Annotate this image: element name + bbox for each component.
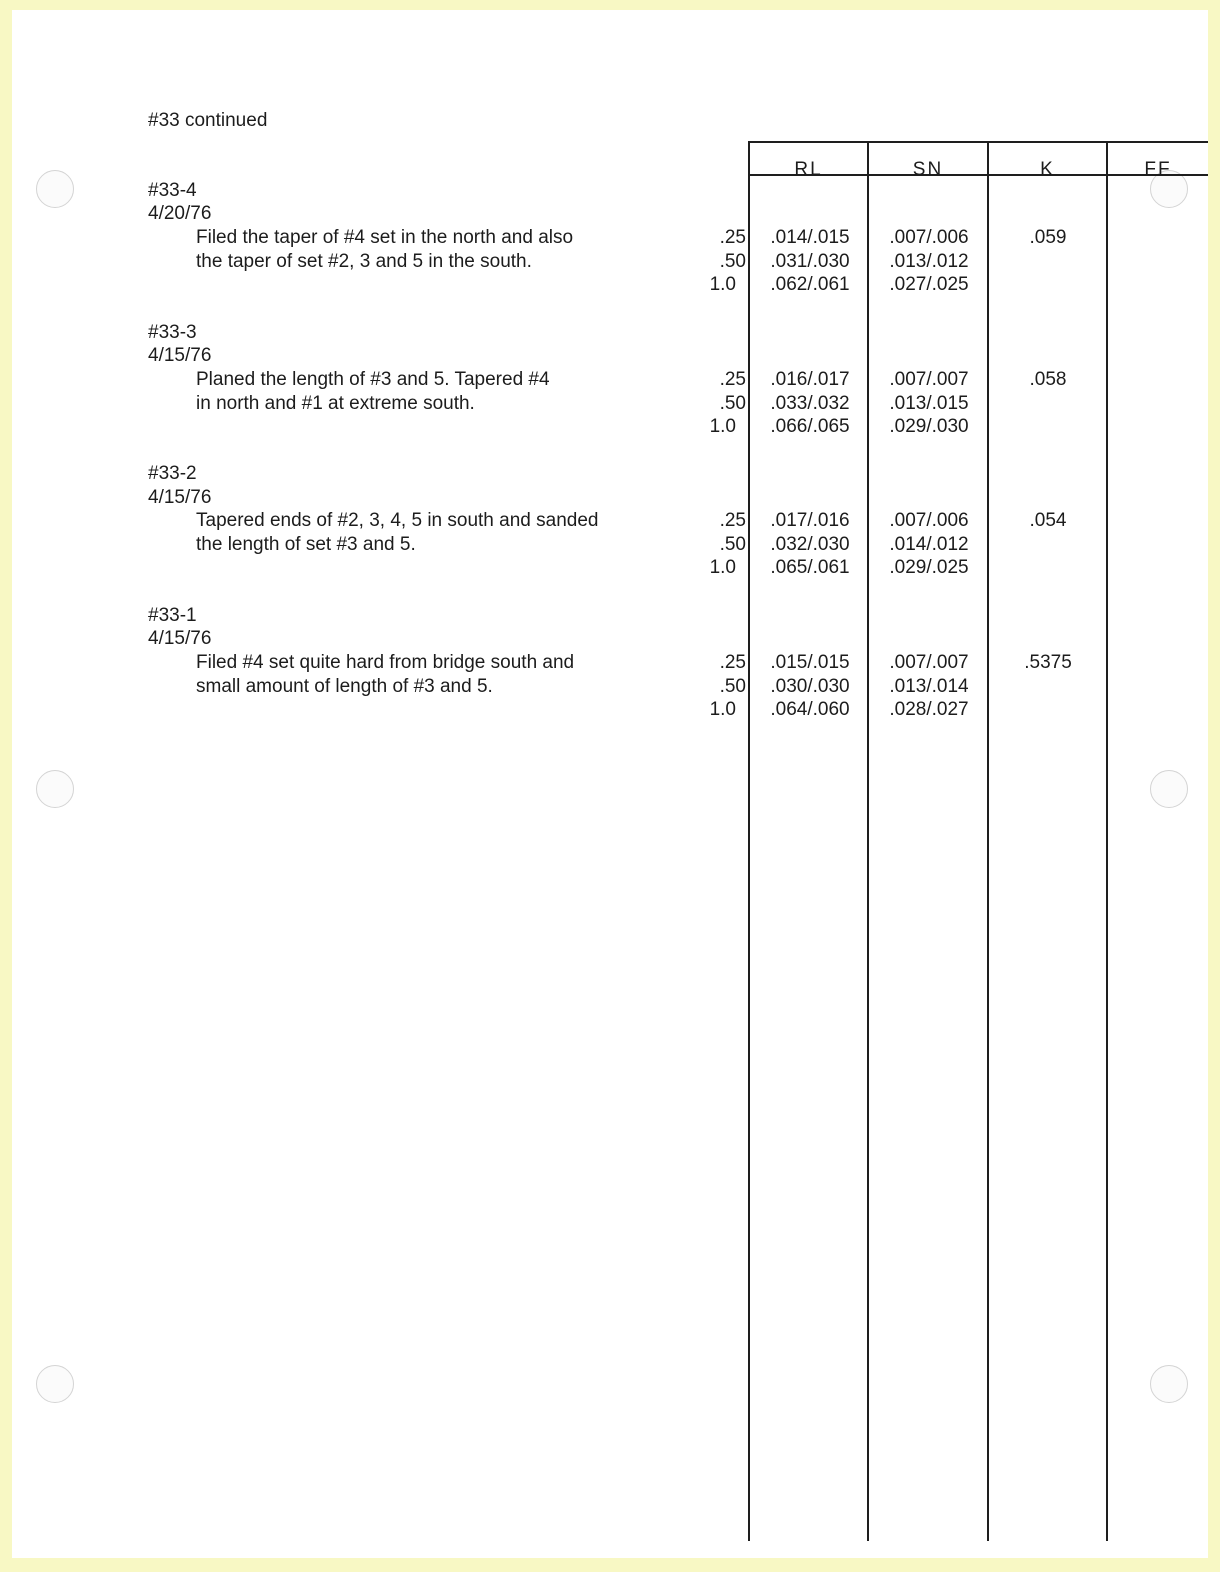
column-header-k: K	[1040, 159, 1055, 180]
spacing-value: .50	[719, 675, 746, 697]
k-value: .5375	[1024, 652, 1072, 673]
spacing-value: 1.0	[709, 416, 736, 437]
rl-value: .062/.061	[770, 274, 850, 295]
sn-value: .007/.006	[889, 510, 969, 531]
entry-id: #33-2	[148, 463, 197, 484]
sn-value: .013/.015	[889, 392, 969, 414]
punch-hole-right-mid	[1150, 770, 1188, 808]
spacing-value: .50	[719, 250, 746, 272]
k-value: .054	[1029, 510, 1067, 531]
spacing-value: 1.0	[709, 557, 736, 578]
sn-value: .007/.007	[889, 652, 969, 673]
page-heading: #33 continued	[148, 110, 268, 131]
punch-hole-left-mid	[36, 770, 74, 808]
spacing-value: 1.0	[709, 699, 736, 720]
sn-value: .028/.027	[889, 699, 969, 720]
entry-note-line: in north and #1 at extreme south.	[196, 393, 475, 414]
entry-date: 4/15/76	[148, 345, 212, 366]
rl-value: .031/.030	[770, 250, 850, 272]
sn-value: .013/.014	[889, 675, 969, 697]
column-header-ff: FF	[1144, 159, 1172, 180]
punch-hole-left-bottom	[36, 1365, 74, 1403]
rl-value: .017/.016	[770, 510, 850, 531]
column-header-sn: SN	[912, 159, 944, 180]
punch-hole-left-top	[36, 170, 74, 208]
k-value: .059	[1029, 227, 1067, 248]
rl-value: .033/.032	[770, 392, 850, 414]
sn-value: .014/.012	[889, 533, 969, 555]
spacing-value: .25	[719, 510, 746, 531]
rl-value: .065/.061	[770, 557, 850, 578]
column-divider-k-ff	[1106, 141, 1108, 1541]
entry-date: 4/20/76	[148, 203, 212, 224]
entry-date: 4/15/76	[148, 628, 212, 649]
column-divider-sn-k	[987, 141, 989, 1541]
rl-value: .030/.030	[770, 675, 850, 697]
rl-value: .015/.015	[770, 652, 850, 673]
rl-value: .064/.060	[770, 699, 850, 720]
k-value: .058	[1029, 369, 1067, 390]
rl-value: .014/.015	[770, 227, 850, 248]
entry-note-line: Planed the length of #3 and 5. Tapered #4	[196, 369, 550, 390]
entry-note-line: Tapered ends of #2, 3, 4, 5 in south and sanded	[196, 510, 599, 531]
entry-id: #33-3	[148, 322, 197, 343]
sn-value: .007/.007	[889, 369, 969, 390]
document-page	[12, 10, 1208, 1558]
entry-date: 4/15/76	[148, 487, 212, 508]
spacing-value: .25	[719, 652, 746, 673]
sn-value: .007/.006	[889, 227, 969, 248]
column-header-rl: RL	[794, 159, 823, 180]
entry-note-line: small amount of length of #3 and 5.	[196, 676, 493, 697]
entry-id: #33-1	[148, 605, 197, 626]
sn-value: .029/.030	[889, 416, 969, 437]
rl-value: .066/.065	[770, 416, 850, 437]
punch-hole-right-bottom	[1150, 1365, 1188, 1403]
entry-id: #33-4	[148, 180, 197, 201]
spacing-value: .50	[719, 533, 746, 555]
column-divider-rl-left	[748, 141, 750, 1541]
sn-value: .013/.012	[889, 250, 969, 272]
spacing-value: .50	[719, 392, 746, 414]
rl-value: .032/.030	[770, 533, 850, 555]
entry-note-line: Filed #4 set quite hard from bridge south and	[196, 652, 575, 673]
spacing-value: .25	[719, 227, 746, 248]
sn-value: .027/.025	[889, 274, 969, 295]
sn-value: .029/.025	[889, 557, 969, 578]
column-divider-rl-sn	[867, 141, 869, 1541]
entry-note-line: the length of set #3 and 5.	[196, 534, 416, 555]
table-top-rule	[748, 141, 1208, 143]
entry-note-line: the taper of set #2, 3 and 5 in the south.	[196, 251, 532, 272]
spacing-value: 1.0	[709, 274, 736, 295]
spacing-value: .25	[719, 369, 746, 390]
rl-value: .016/.017	[770, 369, 850, 390]
entry-note-line: Filed the taper of #4 set in the north and also	[196, 227, 574, 248]
